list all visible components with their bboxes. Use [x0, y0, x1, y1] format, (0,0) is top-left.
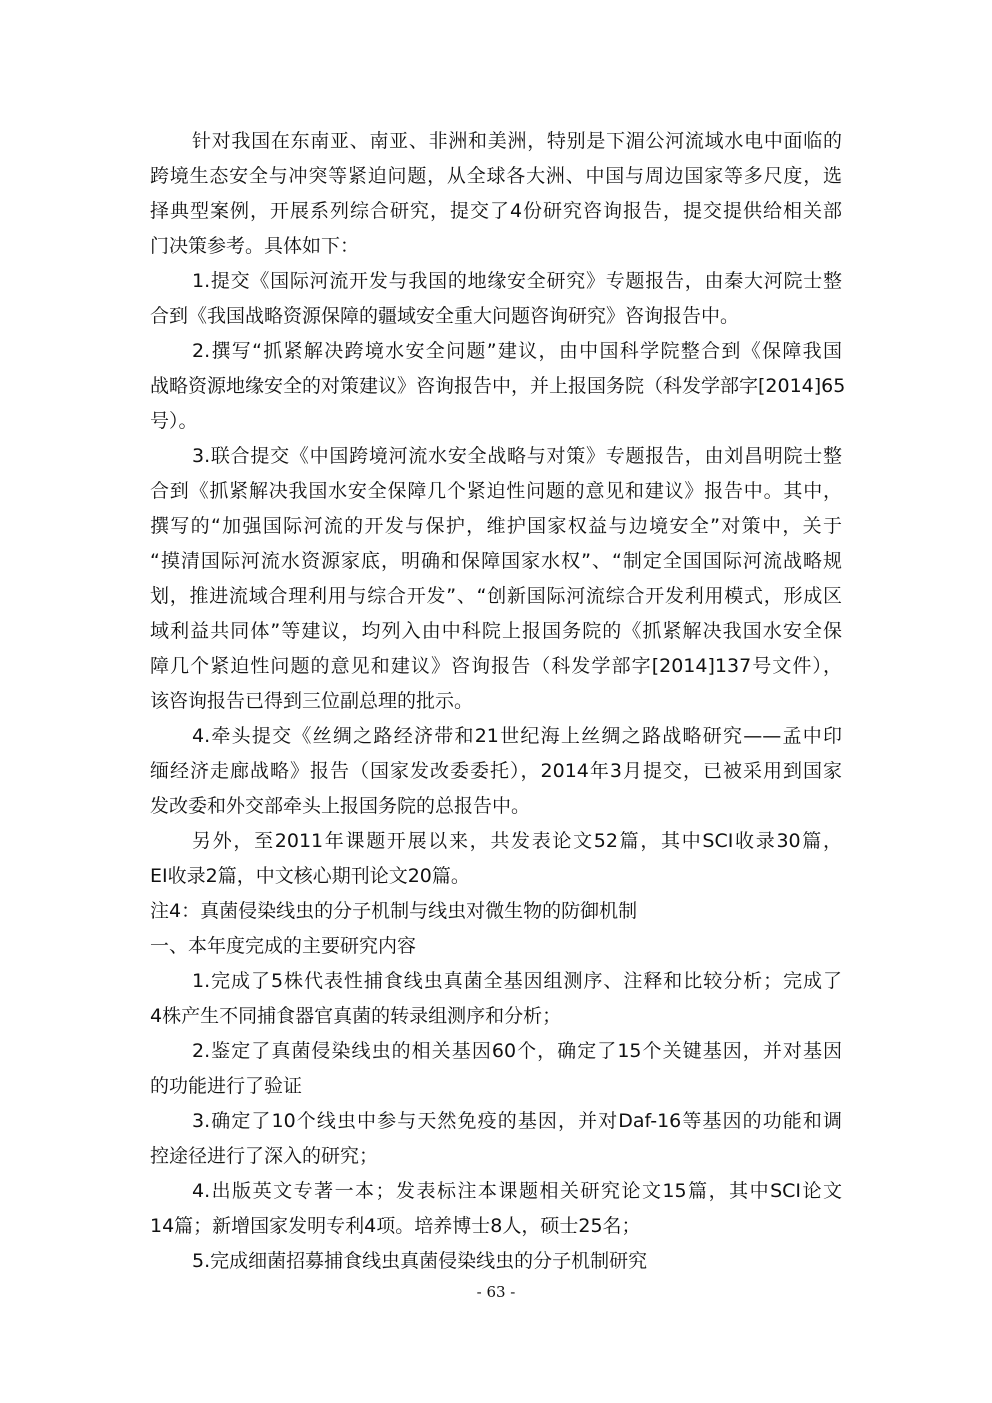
text-line: 14篇；新增国家发明专利4项。培养博士8人，硕士25名；: [150, 1215, 641, 1237]
page-number: - 63 -: [476, 1283, 516, 1301]
text-line: 择典型案例，开展系列综合研究，提交了4份研究咨询报告，提交提供给相关部: [150, 200, 842, 222]
section-heading: 一、本年度完成的主要研究内容: [150, 935, 417, 957]
text-line: 发改委和外交部牵头上报国务院的总报告中。: [150, 795, 531, 817]
text-line: 该咨询报告已得到三位副总理的批示。: [150, 690, 474, 712]
text-line: 合到《我国战略资源保障的疆域安全重大问题咨询研究》咨询报告中。: [150, 305, 740, 327]
text-line: 另外，至2011年课题开展以来，共发表论文52篇，其中SCI收录30篇，: [192, 830, 842, 852]
text-line: 跨境生态安全与冲突等紧迫问题，从全球各大洲、中国与周边国家等多尺度，选: [150, 165, 842, 187]
section-heading: 注4：真菌侵染线虫的分子机制与线虫对微生物的防御机制: [150, 900, 638, 922]
text-line: 4.牵头提交《丝绸之路经济带和21世纪海上丝绸之路战略研究——孟中印: [192, 725, 842, 747]
text-line: 1.完成了5株代表性捕食线虫真菌全基因组测序、注释和比较分析；完成了: [192, 970, 842, 992]
text-line: 门决策参考。具体如下：: [150, 235, 360, 257]
text-line: 1.提交《国际河流开发与我国的地缘安全研究》专题报告，由秦大河院士整: [192, 270, 842, 292]
text-line: 战略资源地缘安全的对策建议》咨询报告中，并上报国务院（科发学部字[2014]65: [150, 375, 846, 397]
text-line: “摸清国际河流水资源家底，明确和保障国家水权”、“制定全国国际河流战略规: [150, 550, 842, 572]
text-line: 域利益共同体”等建议，均列入由中科院上报国务院的《抓紧解决我国水安全保: [150, 620, 842, 642]
text-line: 5.完成细菌招募捕食线虫真菌侵染线虫的分子机制研究: [192, 1250, 648, 1272]
text-line: 的功能进行了验证: [150, 1075, 303, 1097]
text-line: 4.出版英文专著一本；发表标注本课题相关研究论文15篇，其中SCI论文: [192, 1180, 842, 1202]
text-line: 合到《抓紧解决我国水安全保障几个紧迫性问题的意见和建议》报告中。其中，: [150, 480, 842, 502]
text-line: 针对我国在东南亚、南亚、非洲和美洲，特别是下湄公河流域水电中面临的: [192, 130, 842, 152]
text-line: 4株产生不同捕食器官真菌的转录组测序和分析；: [150, 1005, 562, 1027]
text-line: EI收录2篇，中文核心期刊论文20篇。: [150, 865, 470, 887]
text-line: 3.联合提交《中国跨境河流水安全战略与对策》专题报告，由刘昌明院士整: [192, 445, 842, 467]
text-line: 缅经济走廊战略》报告（国家发改委委托），2014年3月提交，已被采用到国家: [150, 760, 842, 782]
text-line: 撰写的“加强国际河流的开发与保护，维护国家权益与边境安全”对策中，关于: [150, 515, 842, 537]
text-line: 3.确定了10个线虫中参与天然免疫的基因，并对Daf-16等基因的功能和调: [192, 1110, 842, 1132]
text-line: 2.鉴定了真菌侵染线虫的相关基因60个，确定了15个关键基因，并对基因: [192, 1040, 842, 1062]
text-line: 号）。: [150, 410, 198, 432]
text-line: 障几个紧迫性问题的意见和建议》咨询报告（科发学部字[2014]137号文件），: [150, 655, 842, 677]
text-line: 划，推进流域合理利用与综合开发”、“创新国际河流综合开发利用模式，形成区: [150, 585, 842, 607]
text-line: 2.撰写“抓紧解决跨境水安全问题”建议，由中国科学院整合到《保障我国: [192, 340, 842, 362]
text-line: 控途径进行了深入的研究；: [150, 1145, 379, 1167]
